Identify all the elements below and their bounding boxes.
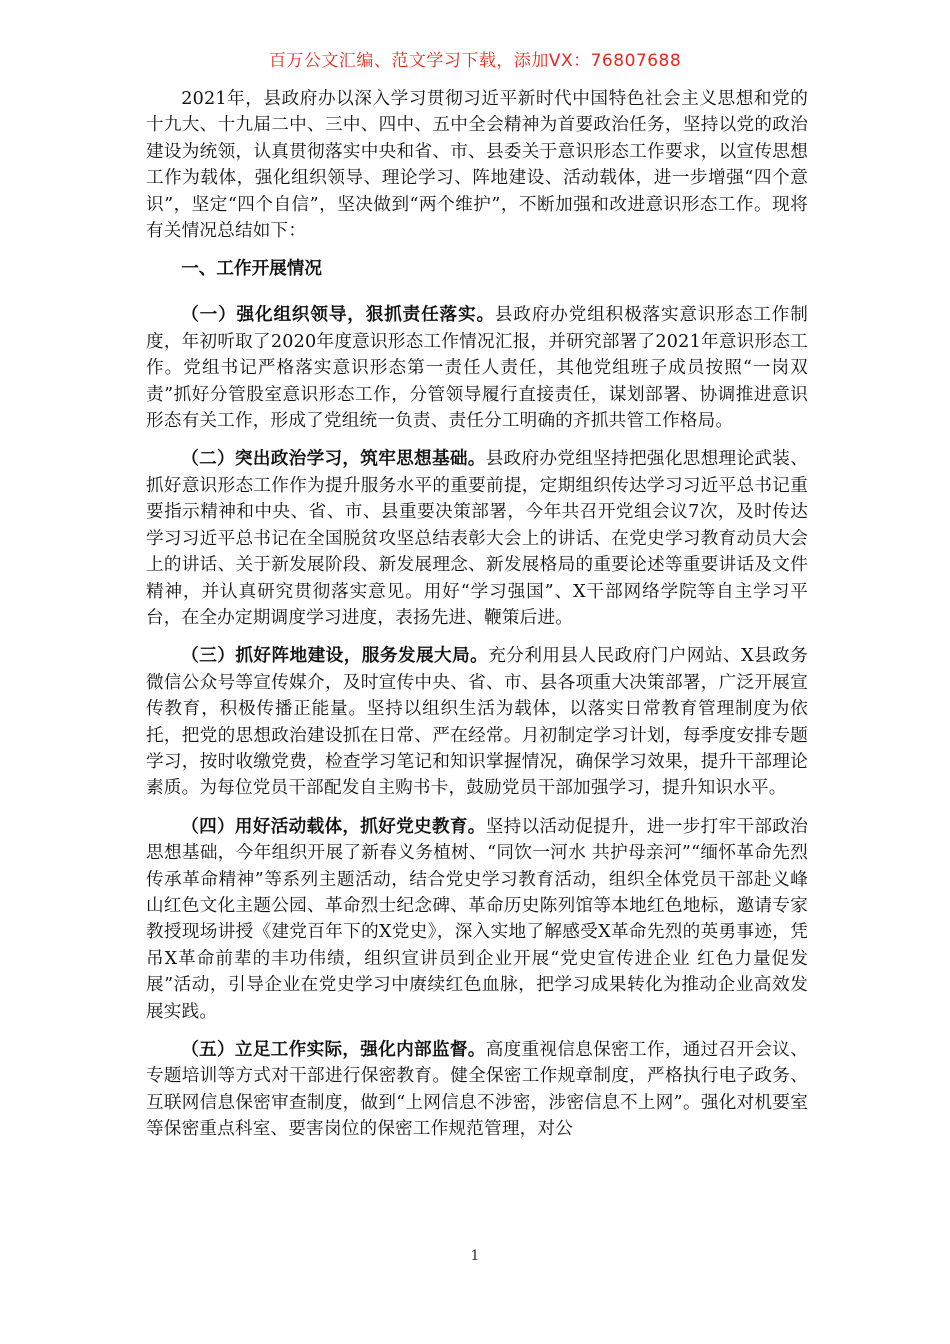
watermark-banner: 百万公文汇编、范文学习下载，添加VX：76807688 [268, 51, 682, 71]
section-paragraph-1 [146, 302, 808, 434]
section-lead-4: （四）用好活动载体，抓好党史教育。 [181, 815, 486, 837]
section-body-3: 充分利用县人民政府门户网站、X县政务微信公众号等宣传媒介，及时宣传中央、省、市、县各项重大决策部署，广泛开展宣传教育，积极传播正能量。坚持以组织生活为载体，以落实日常教育管理制度为依托，把党的思想政治建设抓在日常、严在经常。月初制定学习计划，每季度安排专题学习，按时收缴党费，检查学习笔记和知识掌握情况，确保学习效果，提升干部理论素质。为每位党员干部配发自主购书卡，鼓励党员干部加强学习，提升知识水平。 [146, 646, 808, 799]
section-paragraph-4 [146, 814, 826, 1025]
section-body-2: 县政府办党组坚持把强化思想理论武装、抓好意识形态工作作为提升服务水平的重要前提，定期组织传达学习习近平总书记重要指示精神和中央、省、市、县重要决策部署，今年共召开党组会议7次，及时传达学习习近平总书记在全国脱贫攻坚总结表彰大会上的讲话、在党史学习教育动员大会上的讲话、关于新发展阶段、新发展理念、新发展格局的重要论述等重要讲话及文件精神，并认真研究贯彻落实意见。用好“学习强国”、X干部网络学院等自主学习平台，在全办定期调度学习进度，表扬先进、鞭策后进。 [146, 449, 809, 628]
section-paragraph-5 [146, 1037, 808, 1143]
section-heading: 一、工作开展情况 [181, 258, 322, 280]
section-paragraph-3 [146, 643, 808, 801]
section-lead-1: （一）强化组织领导，狠抓责任落实。 [181, 304, 495, 326]
intro-paragraph: 2021年，县政府办以深入学习贯彻习近平新时代中国特色社会主义思想和党的十九大、十九届二中、三中、四中、五中全会精神为首要政治任务，坚持以党的政治建设为统领，认真贯彻落实中央和省、市、县委关于意识形态工作要求，以宣传思想工作为载体，强化组织领导、理论学习、阵地建设、活动载体，进一步增强“四个意识”，坚定“四个自信”，坚决做到“两个维护”，不断加强和改进意识形态工作。现将有关情况总结如下： [146, 89, 808, 242]
document-body [146, 86, 826, 1155]
section-body-1: 县政府办党组积极落实意识形态工作制度，年初听取了2020年度意识形态工作情况汇报，并研究部署了2021年意识形态工作。党组书记严格落实意识形态第一责任人责任，其他党组班子成员按照“一岗双责”抓好分管股室意识形态工作，分管领导履行直接责任，谋划部署、协调推进意识形态有关工作，形成了党组统一负责、责任分工明确的齐抓共管工作格局。 [146, 305, 808, 432]
section-body-4: 坚持以活动促提升，进一步打牢干部政治思想基础，今年组织开展了新春义务植树、“同饮一河水 共护母亲河”“缅怀革命先烈 传承革命精神”等系列主题活动，结合党史学习教育活动，组织全体党员干部赴义峰山红色文化主题公园、革命烈士纪念碑、革命历史陈列馆等本地红色地标，邀请专家教授现场讲授《建党百年下的X党史》，深入实地了解感受X革命先烈的英勇事迹，凭吊X革命前辈的丰功伟绩，组织宣讲员到企业开展“党史宣传进企业 红色力量促发展”活动，引导企业在党史学习中赓续红色血脉，把学习成果转化为推动企业高效发展实践。 [146, 816, 826, 1022]
section-lead-2: （二）突出政治学习，筑牢思想基础。 [181, 448, 486, 470]
section-lead-3: （三）抓好阵地建设，服务发展大局。 [181, 645, 489, 667]
page-number: 1 [470, 1248, 480, 1264]
section-lead-5: （五）立足工作实际，强化内部监督。 [181, 1039, 486, 1060]
section-body-5: 高度重视信息保密工作，通过召开会议、专题培训等方式对干部进行保密教育。健全保密工作规章制度，严格执行电子政务、互联网信息保密审查制度，做到“上网信息不涉密，涉密信息不上网”。强化对机要室等保密重点科室、要害岗位的保密工作规范管理，对公 [146, 1040, 809, 1140]
section-paragraph-2 [146, 446, 808, 631]
